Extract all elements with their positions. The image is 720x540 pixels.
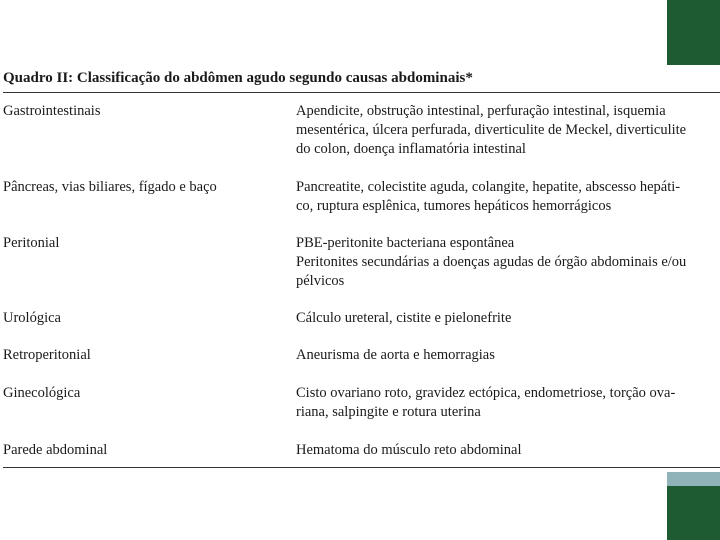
causes-line: PBE-peritonite bacteriana espontânea xyxy=(296,235,515,251)
row-category-gastrointestinais: Gastrointestinais xyxy=(3,103,101,119)
causes-line: Apendicite, obstrução intestinal, perfuração intestinal, isquemia xyxy=(296,103,666,119)
causes-line: Cálculo ureteral, cistite e pielonefrite xyxy=(296,310,512,326)
table-title: Quadro II: Classificação do abdômen agudo segundo causas abdominais* xyxy=(3,70,473,86)
row-causes-peritonial xyxy=(296,234,716,291)
causes-line: Peritonites secundárias a doenças agudas de órgão abdominais e/ou xyxy=(296,254,687,270)
causes-line: Aneurisma de aorta e hemorragias xyxy=(296,347,495,363)
row-category-parede-abdominal: Parede abdominal xyxy=(3,442,108,458)
row-category-ginecologica: Ginecológica xyxy=(3,385,81,401)
causes-line: do colon, doença inflamatória intestinal xyxy=(296,141,526,157)
causes-line: Pancreatite, colecistite aguda, colangite, hepatite, abscesso hepáti- xyxy=(296,179,681,195)
row-causes-pancreas xyxy=(296,178,716,216)
table-bottom-rule xyxy=(3,467,720,468)
causes-line: Hematoma do músculo reto abdominal xyxy=(296,442,522,458)
causes-line: Cisto ovariano roto, gravidez ectópica, endometriose, torção ova- xyxy=(296,385,676,401)
causes-line: pélvicos xyxy=(296,273,345,289)
causes-line: co, ruptura esplênica, tumores hepáticos hemorrágicos xyxy=(296,198,612,214)
row-category-retroperitonial: Retroperitonial xyxy=(3,347,91,363)
row-causes-ginecologica xyxy=(296,384,716,422)
causes-line: riana, salpingite e rotura uterina xyxy=(296,404,481,420)
slide-accent-stripe xyxy=(667,472,720,486)
row-causes-gastrointestinais xyxy=(296,102,716,159)
slide-accent-top xyxy=(667,0,720,65)
table-top-rule xyxy=(3,92,720,93)
row-causes-parede-abdominal xyxy=(296,441,716,460)
slide-accent-bottom xyxy=(667,486,720,540)
row-causes-urologica xyxy=(296,309,716,328)
row-category-peritonial: Peritonial xyxy=(3,235,60,251)
causes-line: mesentérica, úlcera perfurada, diverticulite de Meckel, diverticulite xyxy=(296,122,687,138)
row-category-urologica: Urológica xyxy=(3,310,61,326)
row-category-pancreas: Pâncreas, vias biliares, fígado e baço xyxy=(3,179,217,195)
row-causes-retroperitonial xyxy=(296,346,716,365)
